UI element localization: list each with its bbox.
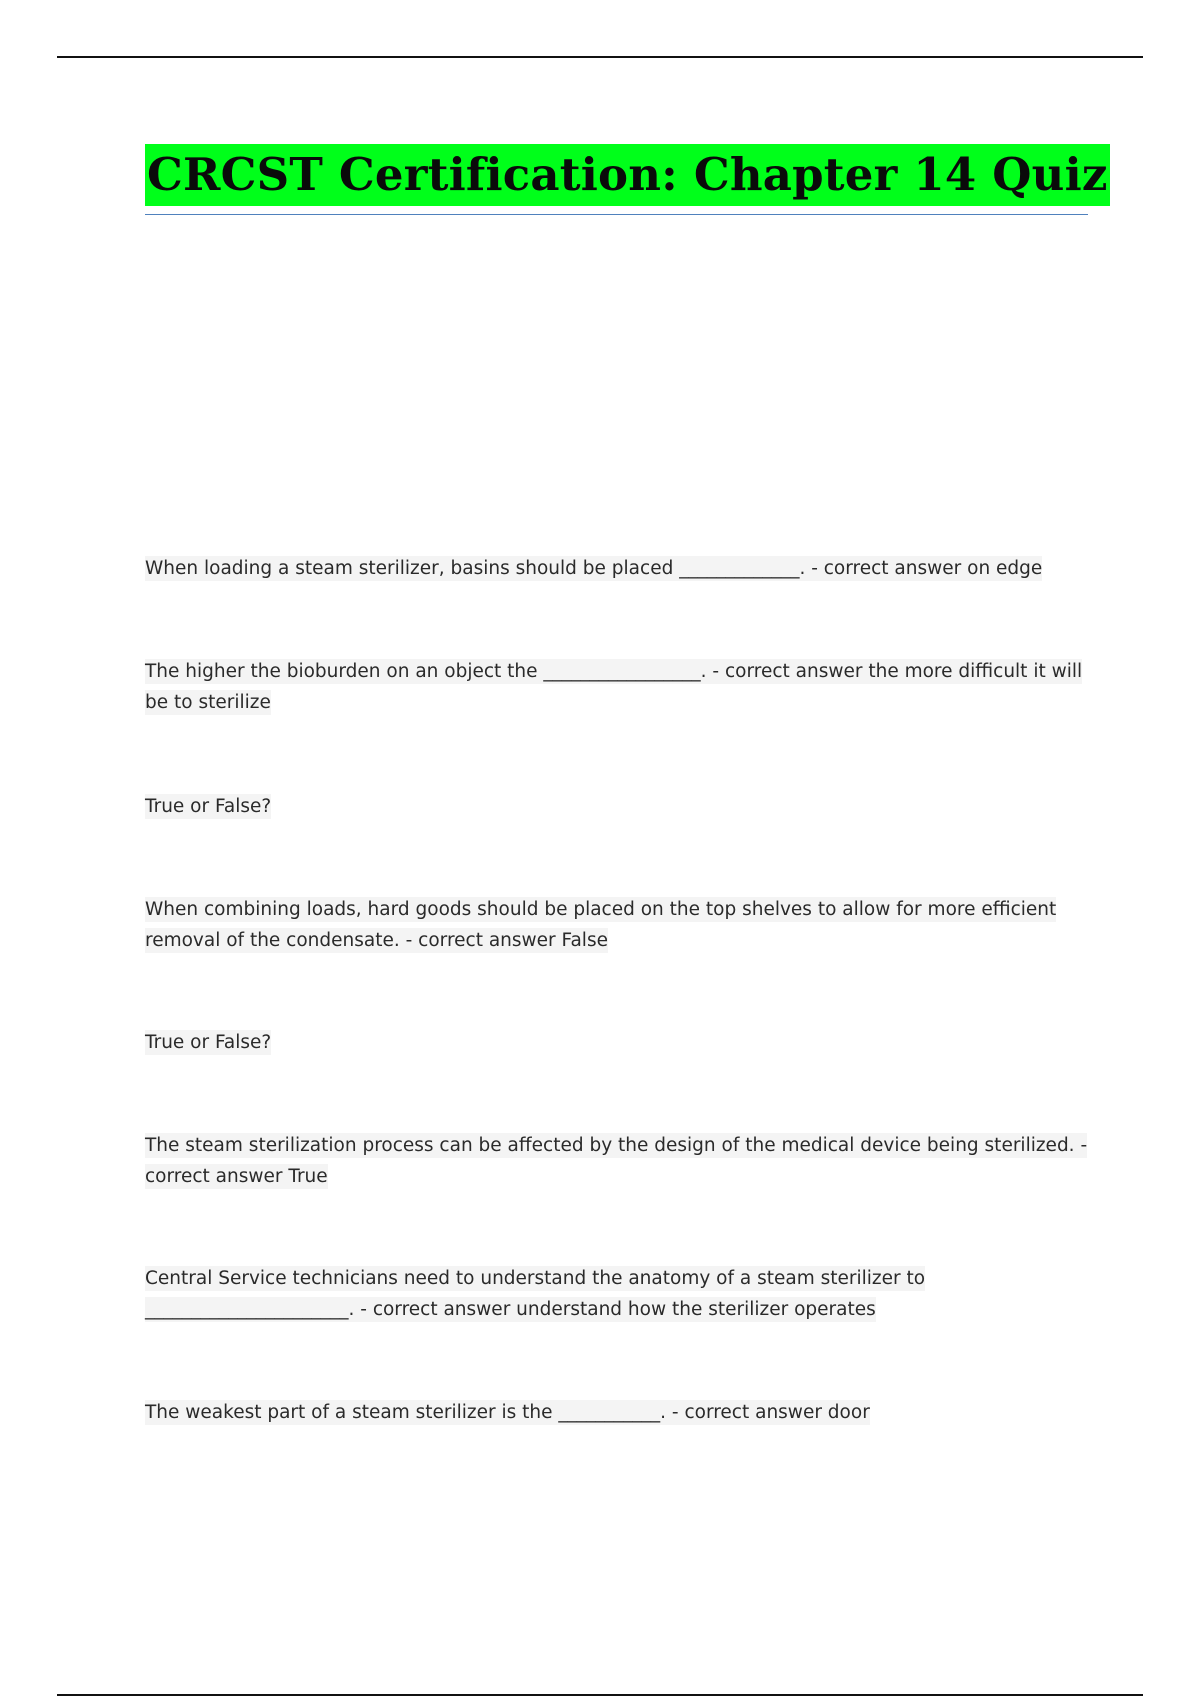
- quiz-item-text: When combining loads, hard goods should be placed on the top shelves to allow for more efficient removal of the condensate. - correct answer False: [145, 899, 1057, 951]
- quiz-item: [145, 1397, 1090, 1428]
- quiz-item: [145, 894, 1090, 956]
- quiz-item: [145, 1027, 1090, 1058]
- quiz-item-text: True or False?: [145, 796, 272, 817]
- title-underline: [145, 214, 1088, 215]
- footer-rule: [57, 1694, 1143, 1696]
- quiz-item: [145, 1263, 1090, 1325]
- document-title: CRCST Certification: Chapter 14 Quiz: [145, 144, 1110, 206]
- quiz-item-text: The steam sterilization process can be affected by the design of the medical device being sterilized. - correct answer True: [145, 1135, 1088, 1187]
- quiz-item-text: The higher the bioburden on an object the _________________. - correct answer the more difficult it will be to sterilize: [145, 661, 1083, 713]
- quiz-item-text: When loading a steam sterilizer, basins should be placed _____________. - correct answer on edge: [145, 558, 1043, 579]
- quiz-item: [145, 553, 1090, 584]
- quiz-item: [145, 791, 1090, 822]
- quiz-item-text: The weakest part of a steam sterilizer is the ___________. - correct answer door: [145, 1402, 870, 1423]
- quiz-item-text: Central Service technicians need to understand the anatomy of a steam sterilizer to ______________________. - correct answer understand how the sterilizer operates: [145, 1268, 926, 1320]
- quiz-item: [145, 656, 1090, 718]
- quiz-item: [145, 1130, 1090, 1192]
- title-block: [145, 144, 1110, 206]
- header-rule: [57, 56, 1143, 58]
- quiz-item-text: True or False?: [145, 1032, 272, 1053]
